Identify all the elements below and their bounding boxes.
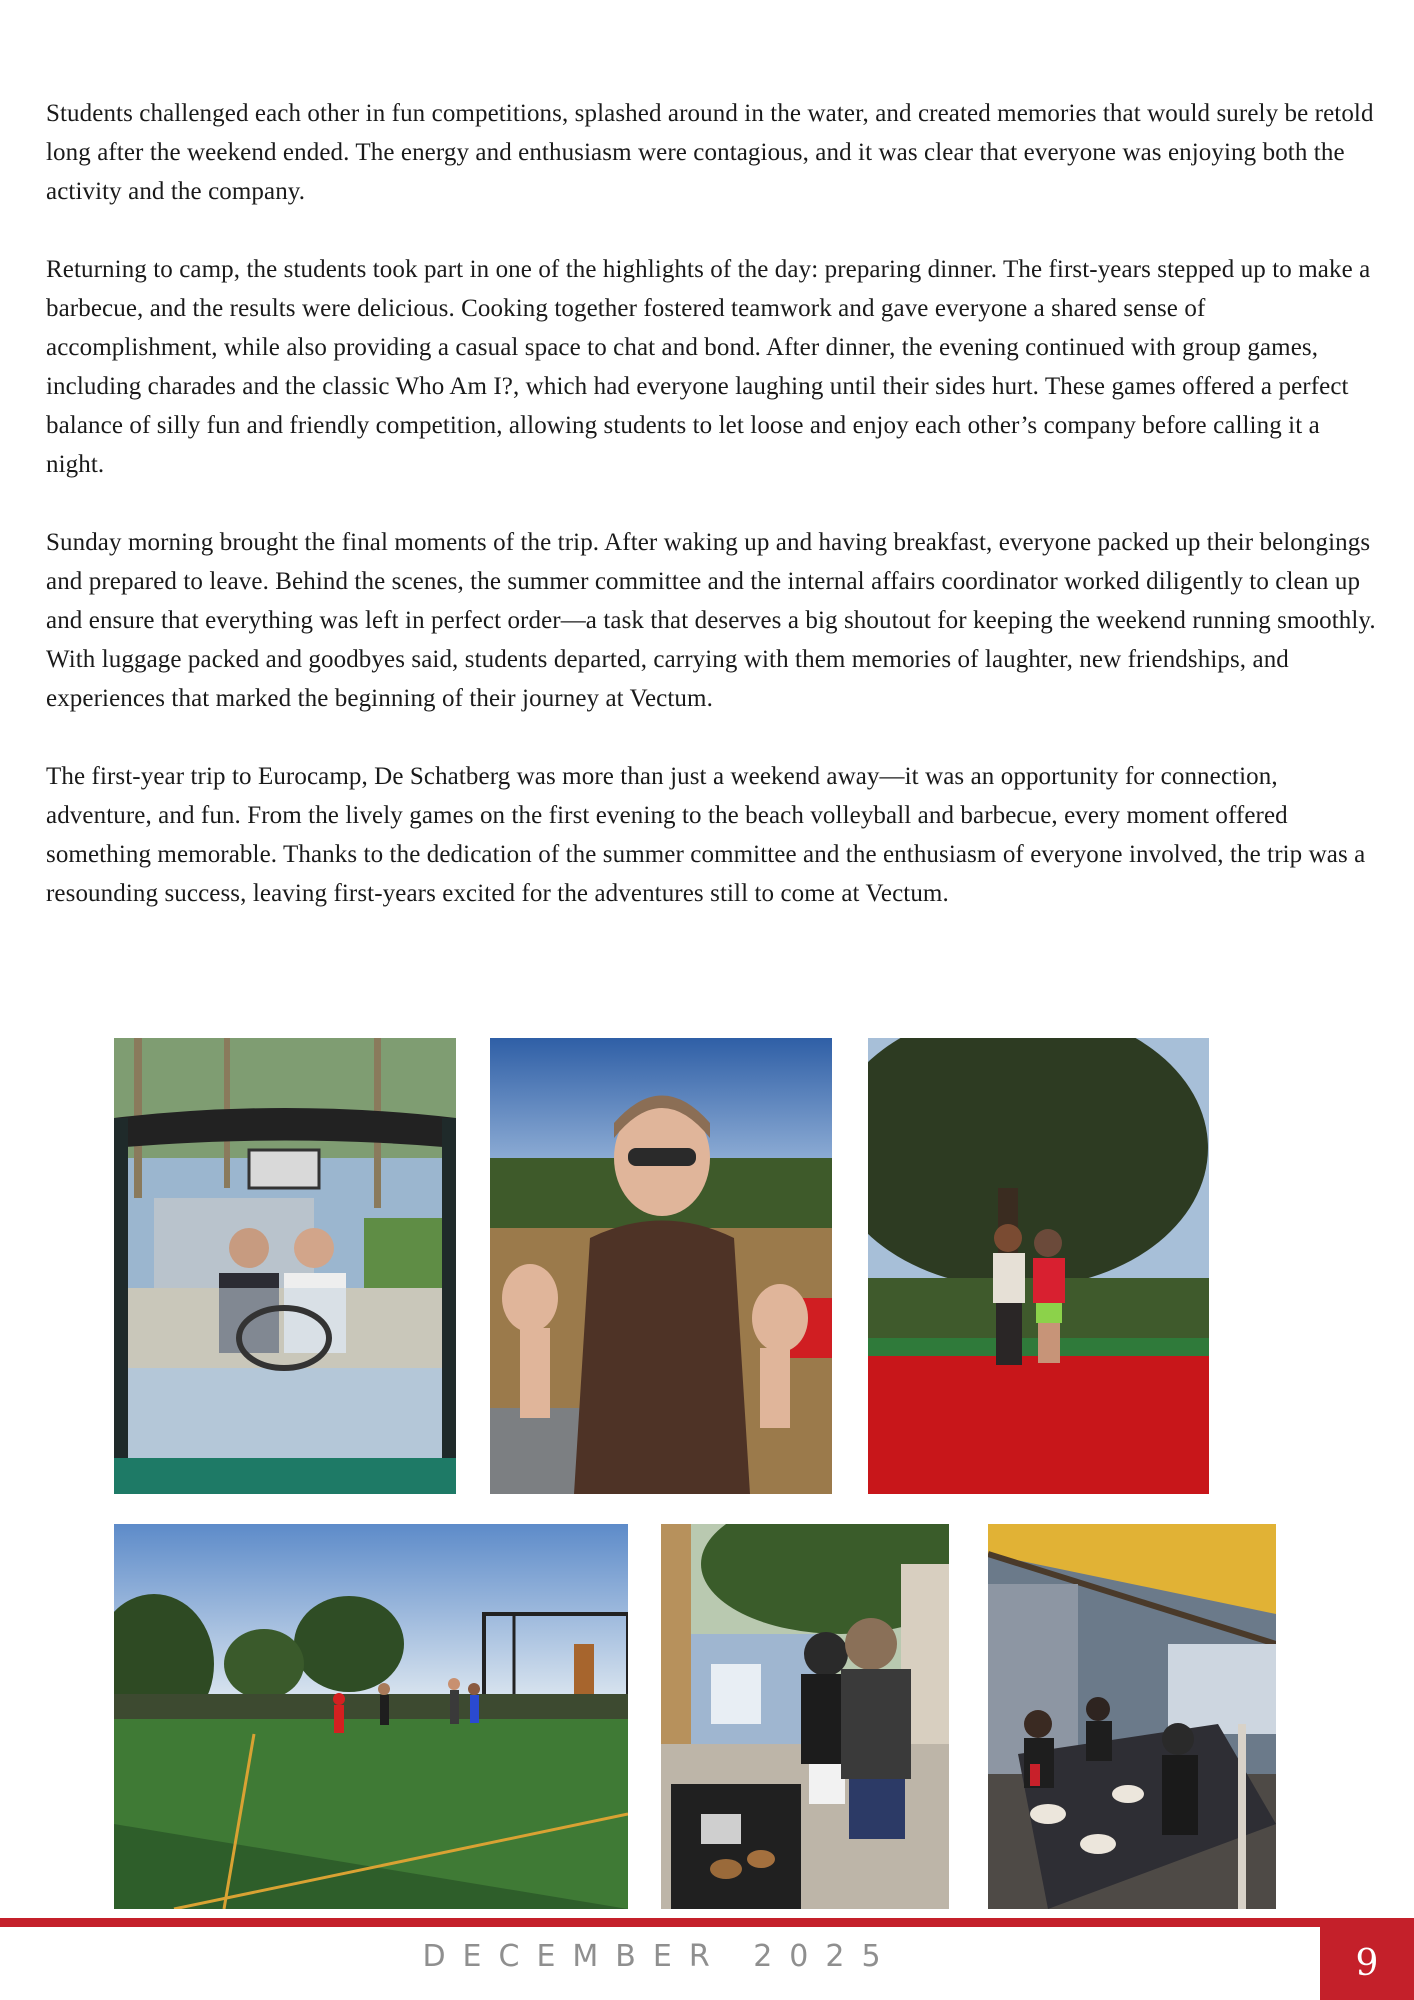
photo-sports-field [114,1524,628,1909]
photo-dinner-terrace [988,1524,1276,1909]
footer-rule [0,1918,1414,1927]
article-body [46,94,1376,913]
paragraph: Sunday morning brought the final moments of the trip. After waking up and having breakfast, everyone packed up their belongings and prepared to leave. Behind the scenes, the summer committee and the internal affairs coordinator worked diligently to clean up and ensure that everything was left in perfect order—a task that deserves a big shoutout for keeping the weekend running smoothly. With luggage packed and goodbyes said, students departed, carrying with them memories of laughter, new friendships, and experiences that marked the beginning of their journey at Vectum. [46,529,1376,712]
photo-barbecue [661,1524,949,1909]
paragraph: Students challenged each other in fun competitions, splashed around in the water, and created memories that would surely be retold long after the weekend ended. The energy and enthusiasm were contagious, and it was clear that everyone was enjoying both the activity and the company. [46,100,1374,205]
footer-date: DECEMBER 2025 [422,1939,898,1974]
page-number: 9 [1320,1927,1414,2000]
photo-bounce-pad [868,1038,1209,1494]
paragraph: Returning to camp, the students took part in one of the highlights of the day: preparing dinner. The first-years stepped up to make a barbecue, and the results were delicious. Cooking together fostered teamwork and gave everyone a shared sense of accomplishment, while also providing a casual space to chat and bond. After dinner, the evening continued with group games, including charades and the classic Who Am I?, which had everyone laughing until their sides hurt. These games offered a perfect balance of silly fun and friendly competition, allowing students to let loose and enjoy each other’s company before calling it a night. [46,256,1371,478]
photo-golf-cart [114,1038,456,1494]
photo-student-portrait [490,1038,832,1494]
paragraph: The first-year trip to Eurocamp, De Schatberg was more than just a weekend away—it was an opportunity for connection, adventure, and fun. From the lively games on the first evening to the beach volleyball and barbecue, every moment offered something memorable. Thanks to the dedication of the summer committee and the enthusiasm of everyone involved, the trip was a resounding success, leaving first-years excited for the adventures still to come at Vectum. [46,763,1366,907]
